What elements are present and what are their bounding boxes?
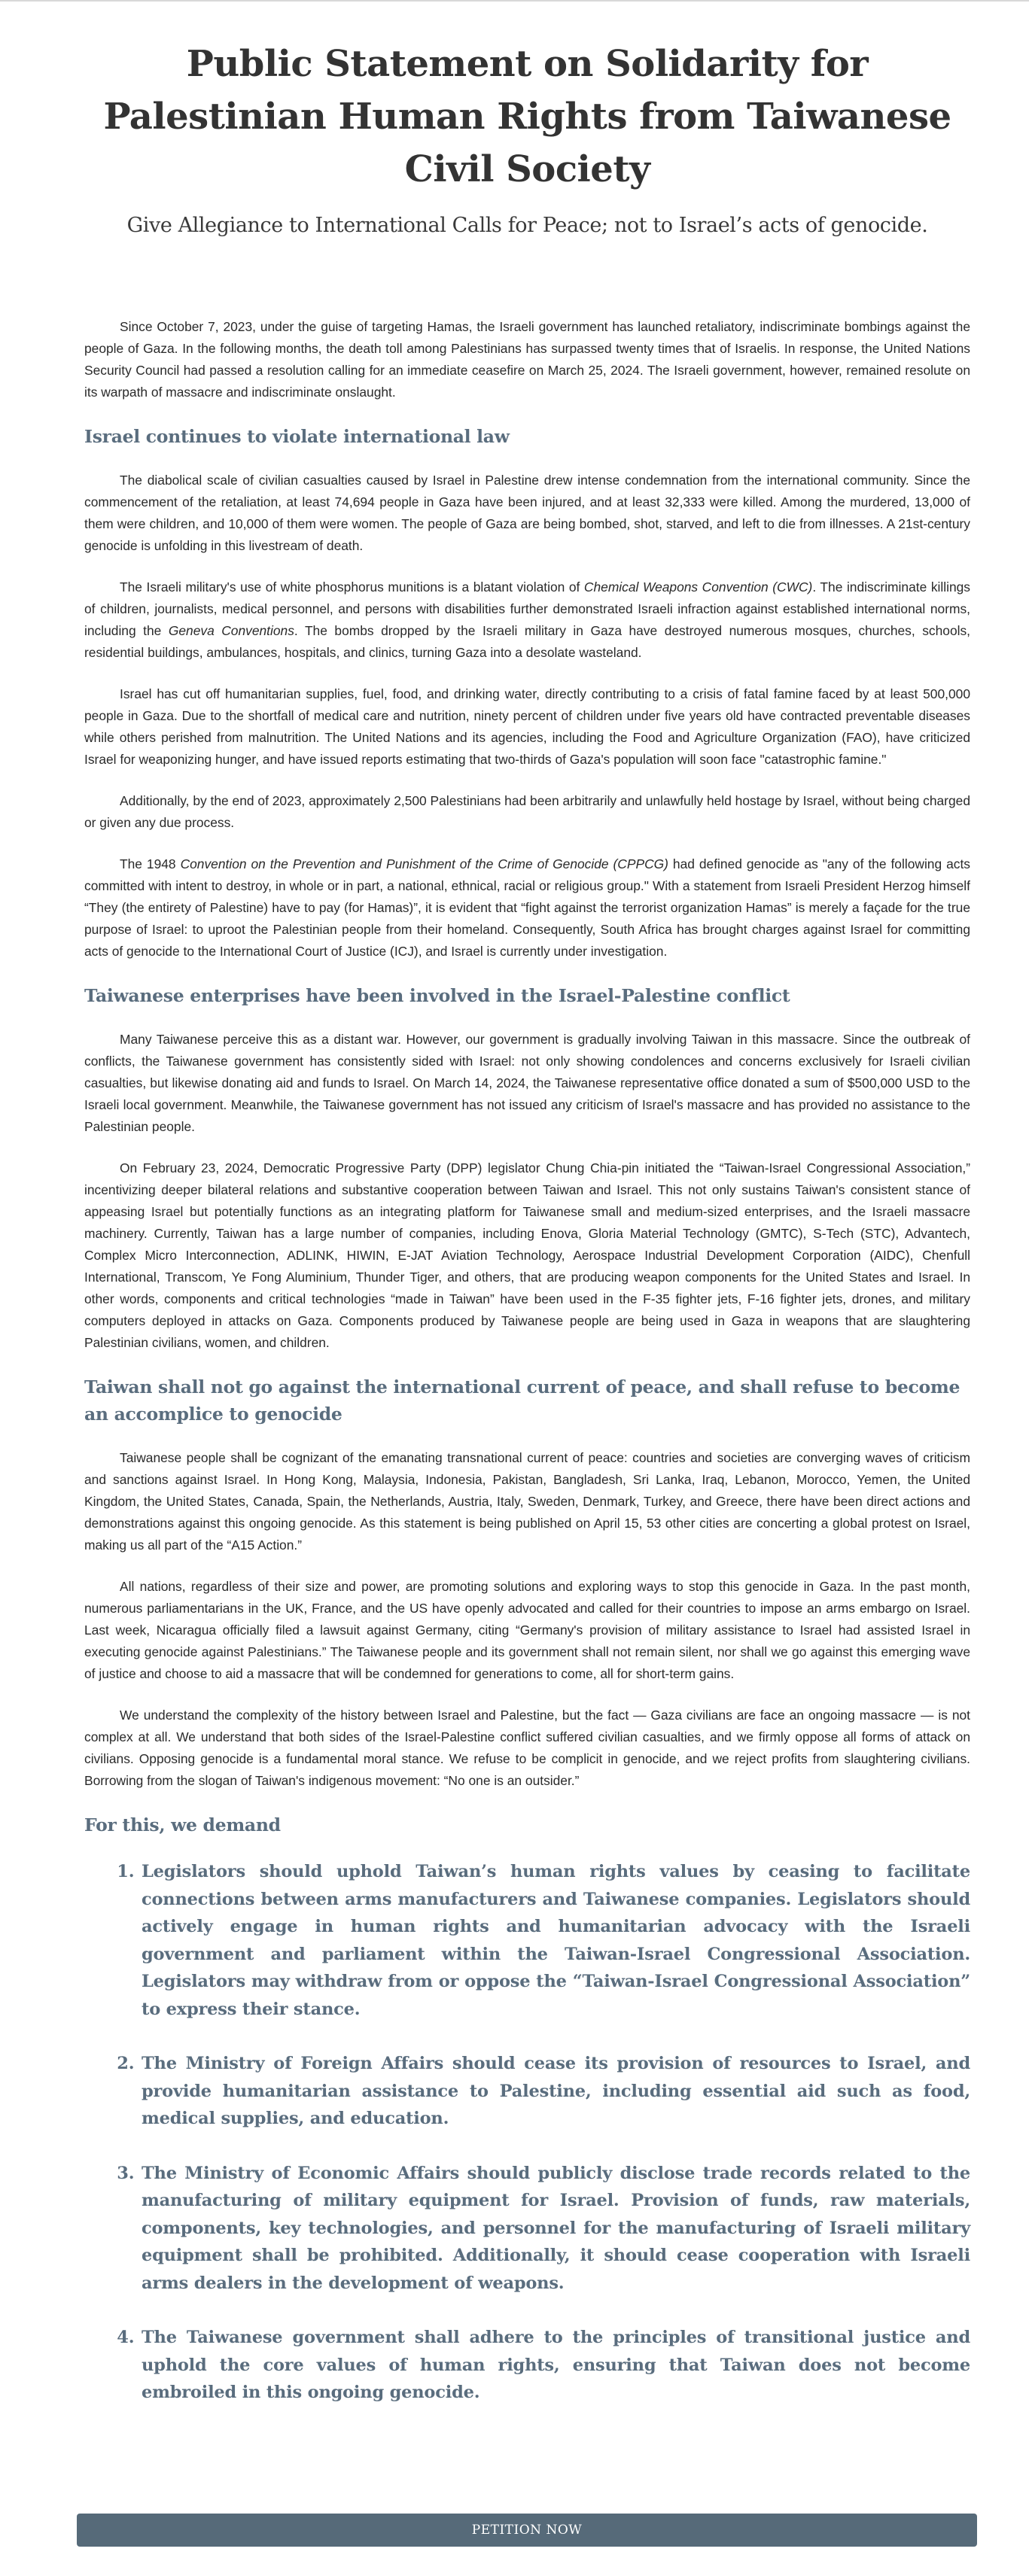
page-subtitle: Give Allegiance to International Calls for Peace; not to Israel’s acts of genocide. (126, 214, 928, 237)
genocide-convention-paragraph: The 1948 Convention on the Prevention and Punishment of the Crime of Genocide (CPPCG) had defined genocide as "any of the following acts committed with intent to destroy, in whole or in part, a national, ethnical, racial or religious group." With a statement from Israeli President Herzog himself “They (the entirety of Palestine) have to pay (for Hamas)”, it is evident that “fight against the terrorist organization Hamas” is merely a façade for the true purpose of Israel: to uproot the Palestinian people from their homeland. Consequently, South Africa has brought charges against Israel for committing acts of genocide to the International Court of Justice (ICJ), and Israel is currently under investigation. (84, 856, 970, 959)
famine-paragraph: Israel has cut off humanitarian supplies, fuel, food, and drinking water, directly contributing to a crisis of fatal famine faced by at least 500,000 people in Gaza. Due to the shortfall of medical care and nutrition, ninety percent of children under five years old have contracted preventable diseases while others perished from malnutrition. The United Nations and its agencies, including the Food and Agriculture Organization (FAO), have criticized Israel for weaponizing hunger, and have issued reports estimating that two-thirds of Gaza's population will soon face "catastrophic famine." (84, 686, 970, 767)
section-heading-international-current: Taiwan shall not go against the international current of peace, and shall refuse to become an accomplice to genocide (84, 1376, 961, 1425)
statement-content (84, 0, 970, 2434)
casualties-paragraph: The diabolical scale of civilian casualties caused by Israel in Palestine drew intense condemnation from the international community. Since the commencement of the retaliation, at least 74,694 people in Gaza have been injured, and at least 32,333 were killed. Among the murdered, 13,000 of them were children, and 10,000 of them were women. The people of Gaza are being bombed, shot, starved, and left to die from illnesses. A 21st-century genocide is unfolding in this livestream of death. (84, 473, 970, 553)
geneva-reference: Geneva Conventions (168, 623, 294, 638)
global-protest-paragraph: Taiwanese people shall be cognizant of the emanating transnational current of peace: countries and societies are converging waves of criticism and sanctions against Israel. In Hong Kong, Malaysia, Indonesia, Pakistan, Bangladesh, Sri Lanka, Iraq, Lebanon, Morocco, Yemen, the United Kingdom, the United States, Canada, Spain, the Netherlands, Austria, Italy, Sweden, Denmark, Turkey, and Greece, there have been direct actions and demonstrations against this ongoing genocide. As this statement is being published on April 15, 53 other cities are concerting a global protest on Israel, making us all part of the “A15 Action.” (84, 1450, 970, 1553)
arms-embargo-paragraph: All nations, regardless of their size and power, are promoting solutions and exploring ways to stop this genocide in Gaza. In the past month, numerous parliamentarians in the UK, France, and the US have openly advocated and called for their countries to impose an arms embargo on Israel. Last week, Nicaragua officially filed a lawsuit against Germany, citing “Germany's provision of military assistance to Israel had assisted Israel in executing genocide against Palestinians.” The Taiwanese people and its government shall not remain silent, nor shall we go against this emerging wave of justice and choose to aid a massacre that will be condemned for generations to come, all for short-term gains. (84, 1579, 970, 1681)
hostage-paragraph: Additionally, by the end of 2023, approximately 2,500 Palestinians had been arbitrarily and unlawfully held hostage by Israel, without being charged or given any due process. (84, 793, 970, 830)
cwc-reference: Chemical Weapons Convention (CWC) (583, 579, 813, 595)
demand-item: 4. The Taiwanese government shall adhere to the principles of transitional justice and uphold the core values of human rights, ensuring that Taiwan does not become embroiled in this ongoing genocide. (140, 2324, 970, 2407)
moral-stance-paragraph: We understand the complexity of the history between Israel and Palestine, but the fact — Gaza civilians are face an ongoing massacre — is not complex at all. We understand that both sides of the Israel-Palestine conflict suffered civilian casualties, and we firmly oppose all forms of attack on civilians. Opposing genocide is a fundamental moral stance. We refuse to be complicit in genocide, and we reject profits from slaughtering civilians. Borrowing from the slogan of Taiwan's indigenous movement: “No one is an outsider.” (84, 1708, 970, 1788)
cppcg-reference: Convention on the Prevention and Punishment of the Crime of Genocide (CPPCG) (180, 856, 668, 871)
demands-list (84, 1858, 970, 2407)
section-heading-taiwanese-enterprises: Taiwanese enterprises have been involved in the Israel-Palestine conflict (84, 985, 790, 1006)
demand-item: 1. Legislators should uphold Taiwan’s human rights values by ceasing to facilitate connections between arms manufacturers and Taiwanese companies. Legislators should actively engage in human rights and humanitarian advocacy with the Israeli government and parliament within the Taiwan-Israel Congressional Association. Legislators may withdraw from or oppose the “Taiwan-Israel Congressional Association” to express their stance. (140, 1858, 970, 2023)
petition-now-button[interactable]: PETITION NOW (77, 2514, 977, 2547)
congressional-association-paragraph: On February 23, 2024, Democratic Progressive Party (DPP) legislator Chung Chia-pin initiated the “Taiwan-Israel Congressional Association,” incentivizing deeper bilateral relations and substantive cooperation between Taiwan and Israel. This not only sustains Taiwan's consistent stance of appeasing Israel but potentially functions as an integrating platform for Taiwanese small and medium-sized enterprises, and the Israeli massacre machinery. Currently, Taiwan has a large number of companies, including Enova, Gloria Material Technology (GMTC), S-Tech (STC), Advantech, Complex Micro Interconnection, ADLINK, HIWIN, E-JAT Aviation Technology, Aerospace Industrial Development Corporation (AIDC), Chenfull International, Transcom, Ye Fong Aluminium, Thunder Tiger, and others, that are producing weapon components for the United States and Israel. In other words, components and critical technologies “made in Taiwan” have been used in the F-35 fighter jets, F-16 fighter jets, drones, and military computers deployed in attacks on Gaza. Components produced by Taiwanese people are being used in Gaza in weapons that are slaughtering Palestinian civilians, women, and children. (84, 1160, 970, 1350)
section-heading-demands: For this, we demand (84, 1814, 281, 1835)
intro-paragraph: Since October 7, 2023, under the guise of targeting Hamas, the Israeli government has launched retaliatory, indiscriminate bombings against the people of Gaza. In the following months, the death toll among Palestinians has surpassed twenty times that of Israelis. In response, the United Nations Security Council had passed a resolution calling for an immediate ceasefire on March 25, 2024. The Israeli government, however, remained resolute on its warpath of massacre and indiscriminate onslaught. (84, 319, 970, 400)
demand-item: 3. The Ministry of Economic Affairs should publicly disclose trade records related to the manufacturing of military equipment for Israel. Provision of funds, raw materials, components, key technologies, and personnel for the manufacturing of Israeli military equipment shall be prohibited. Additionally, it should cease cooperation with Israeli arms dealers in the development of weapons. (140, 2160, 970, 2298)
page-title: Public Statement on Solidarity for Palestinian Human Rights from Taiwanese Civil Society (103, 43, 951, 190)
phosphorus-paragraph: The Israeli military's use of white phosphorus munitions is a blatant violation of Chemical Weapons Convention (CWC). The indiscriminate killings of children, journalists, medical personnel, and persons with disabilities further demonstrated Israeli infraction against established international norms, including the Geneva Conventions. The bombs dropped by the Israeli military in Gaza have destroyed numerous mosques, churches, schools, residential buildings, ambulances, hospitals, and clinics, turning Gaza into a desolate wasteland. (84, 579, 971, 660)
demand-item: 2. The Ministry of Foreign Affairs should cease its provision of resources to Israel, and provide humanitarian assistance to Palestine, including essential aid such as food, medical supplies, and education. (140, 2050, 970, 2133)
statement-body (84, 316, 970, 2407)
government-paragraph: Many Taiwanese perceive this as a distant war. However, our government is gradually involving Taiwan in this massacre. Since the outbreak of conflicts, the Taiwanese government has consistently sided with Israel: not only showing condolences and concerns exclusively for Israeli civilian casualties, but likewise donating aid and funds to Israel. On March 14, 2024, the Taiwanese representative office donated a sum of $500,000 USD to the Israeli local government. Meanwhile, the Taiwanese government has not issued any criticism of Israel's massacre and has provided no assistance to the Palestinian people. (84, 1032, 970, 1134)
section-heading-international-law: Israel continues to violate international law (84, 426, 510, 447)
